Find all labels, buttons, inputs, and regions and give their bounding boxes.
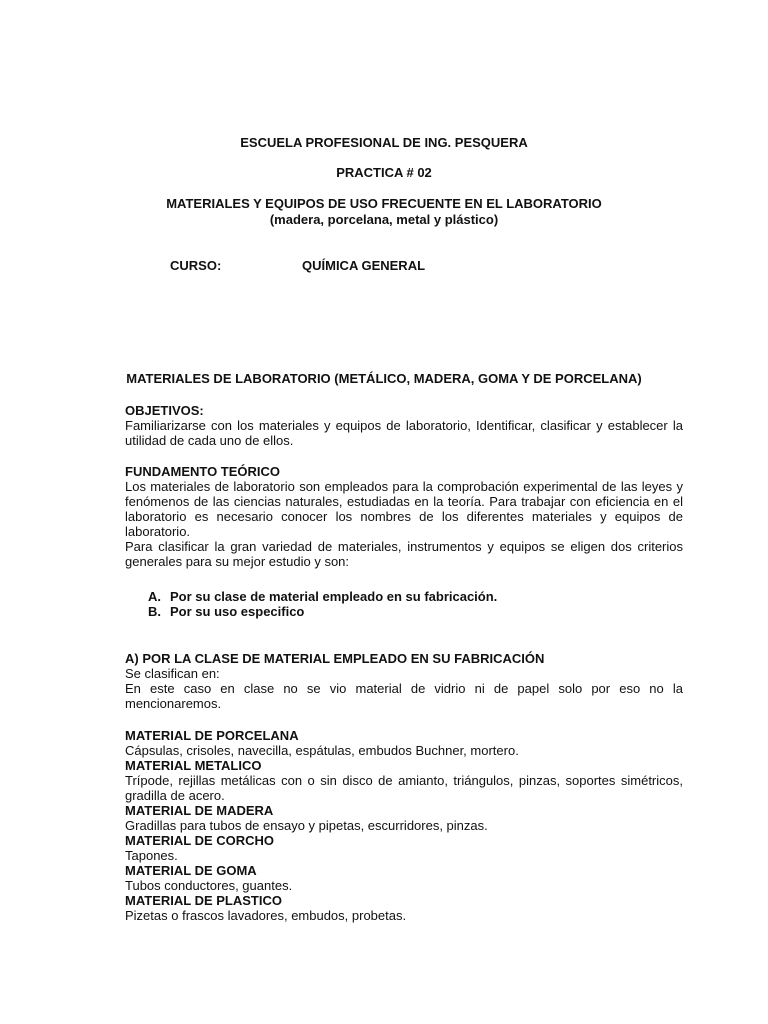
criteria-letter: B. [148, 604, 161, 619]
material-heading: MATERIAL DE PORCELANA [125, 728, 299, 743]
criteria-text: Por su uso especifico [170, 604, 305, 619]
objectives-text: Familiarizarse con los materiales y equipos de laboratorio, Identificar, clasificar y establecer la utilidad de cada uno de ellos. [125, 418, 683, 448]
theory-section [125, 464, 683, 569]
theory-paragraph-2: Para clasificar la gran variedad de materiales, instrumentos y equipos se eligen dos criterios generales para su mejor estudio y son: [125, 539, 683, 569]
material-text: Gradillas para tubos de ensayo y pipetas, escurridores, pinzas. [125, 818, 488, 833]
materials-section [125, 728, 683, 923]
material-text: Trípode, rejillas metálicas con o sin disco de amianto, triángulos, pinzas, soportes simétricos, gradilla de acero. [125, 773, 683, 803]
course-label: CURSO: [170, 258, 222, 273]
theory-paragraph-1: Los materiales de laboratorio son empleados para la comprobación experimental de las leyes y fenómenos de las ciencias naturales, estudiadas en la teoría. Para trabajar con eficiencia en el laboratorio es necesario conocer los nombres de los diferentes materiales y equipos de laboratorio. [125, 479, 683, 539]
material-text: Tubos conductores, guantes. [125, 878, 293, 893]
criteria-text: Por su clase de material empleado en su fabricación. [170, 589, 498, 604]
classification-line-1: Se clasifican en: [125, 666, 220, 681]
section-title: MATERIALES DE LABORATORIO (METÁLICO, MADERA, GOMA Y DE PORCELANA) [126, 371, 642, 386]
material-heading: MATERIAL DE MADERA [125, 803, 274, 818]
material-text: Pizetas o frascos lavadores, embudos, probetas. [125, 908, 407, 923]
course-row [170, 258, 426, 273]
objectives-heading: OBJETIVOS: [125, 403, 204, 418]
theory-heading: FUNDAMENTO TEÓRICO [125, 464, 281, 479]
material-heading: MATERIAL DE PLASTICO [125, 893, 282, 908]
material-heading: MATERIAL METALICO [125, 758, 262, 773]
criteria-list [148, 589, 497, 619]
course-value: QUÍMICA GENERAL [302, 258, 426, 273]
material-heading: MATERIAL DE CORCHO [125, 833, 275, 848]
criteria-item [148, 604, 497, 619]
classification-line-2: En este caso en clase no se vio material de vidrio ni de papel solo por eso no la mencionaremos. [125, 681, 683, 711]
material-text: Tapones. [125, 848, 178, 863]
material-text: Cápsulas, crisoles, navecilla, espátulas, embudos Buchner, mortero. [125, 743, 519, 758]
classification-heading: A) POR LA CLASE DE MATERIAL EMPLEADO EN SU FABRICACIÓN [125, 651, 545, 666]
material-heading: MATERIAL DE GOMA [125, 863, 257, 878]
objectives-section [125, 403, 683, 448]
document-subtitle: (madera, porcelana, metal y plástico) [269, 212, 499, 227]
criteria-item [148, 589, 497, 604]
criteria-letter: A. [148, 589, 161, 604]
practice-number: PRACTICA # 02 [336, 165, 432, 180]
document-title: MATERIALES Y EQUIPOS DE USO FRECUENTE EN EL LABORATORIO [166, 196, 602, 211]
classification-section [125, 651, 683, 711]
school-name: ESCUELA PROFESIONAL DE ING. PESQUERA [240, 135, 528, 150]
